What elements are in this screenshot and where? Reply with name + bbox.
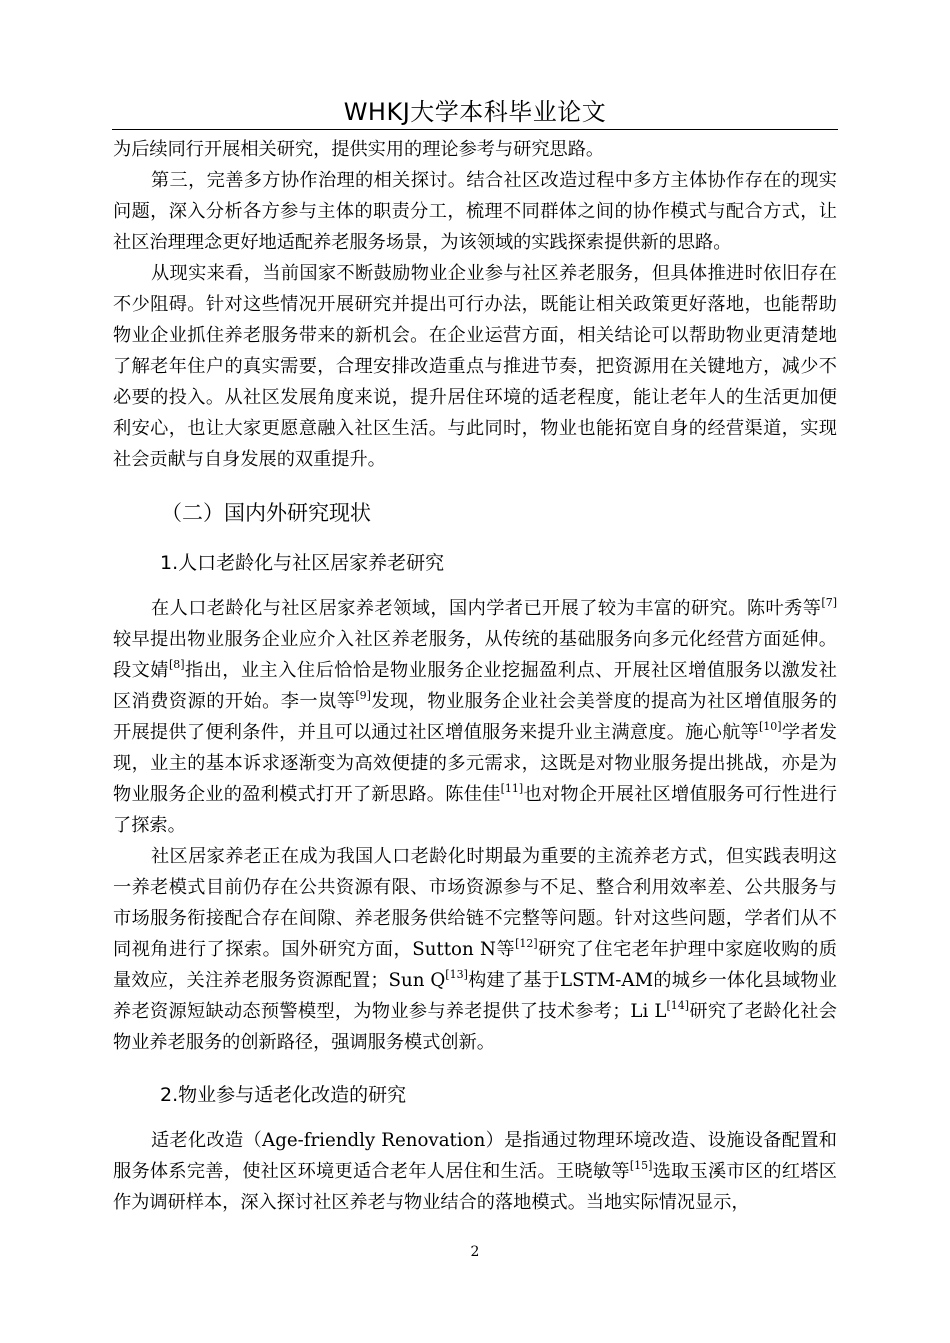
text-block-intro [113, 134, 837, 475]
paragraph-continuation: 为后续同行开展相关研究，提供实用的理论参考与研究思路。 [113, 139, 605, 160]
text-span: 也对物企开展社区增值服务可行性进行了探索。 [113, 784, 837, 836]
paragraph-home-care [113, 841, 837, 1058]
citation-ref-11: [11] [500, 782, 524, 795]
subsection-heading-aging: 1.人口老龄化与社区居家养老研究 [160, 552, 445, 574]
page-header-title: WHKJ大学本科毕业论文 [343, 98, 607, 126]
text-span: 学者发现，业主的基本诉求逐渐变为高效便捷的多元需求，这既是对物业服务提出挑战，亦是为物业服务企业的盈利模式打开了新思路。陈佳佳 [113, 722, 837, 805]
text-span: 指出，业主入住后恰恰是物业服务企业挖掘盈利点、开展社区增值服务以激发社区消费资源的开始。李一岚等 [113, 660, 837, 712]
paragraph-third-point: 第三，完善多方协作治理的相关探讨。结合社区改造过程中多方主体协作存在的现实问题，深入分析各方参与主体的职责分工，梳理不同群体之间的协作模式与配合方式，让社区治理理念更好地适配养老服务场景，为该领域的实践探索提供新的思路。 [113, 170, 837, 253]
text-span: 社区居家养老正在成为我国人口老龄化时期最为重要的主流养老方式，但实践表明这一养老模式目前仍存在公共资源有限、市场资源参与不足、整合利用效率差、公共服务与市场服务衔接配合存在间隙、养老服务供给链不完整等问题。针对这些问题，学者们从不同视角进行了探索。国外研究方面，Sutton N等 [113, 846, 837, 960]
text-span: 适老化改造（Age-friendly Renovation）是指通过物理环境改造、设施设备配置和服务体系完善，使社区环境更适合老年人居住和生活。王晓敏等 [113, 1130, 837, 1182]
text-span: 较早提出物业服务企业应介入社区养老服务，从传统的基础服务向多元化经营方面延伸。段文婧 [113, 629, 837, 681]
citation-ref-8: [8] [168, 658, 185, 671]
citation-ref-12: [12] [515, 937, 538, 950]
citation-ref-15: [15] [629, 1159, 653, 1172]
subsection-heading-renovation: 2.物业参与适老化改造的研究 [160, 1084, 407, 1106]
page-number: 2 [470, 1244, 480, 1260]
citation-ref-10: [10] [759, 720, 782, 733]
text-block-aging [113, 593, 837, 1058]
header-divider [112, 129, 838, 130]
text-span: 构建了基于LSTM-AM的城乡一体化县域物业养老资源短缺动态预警模型，为物业参与养老提供了技术参考；Li L [113, 970, 837, 1022]
section-heading-research-status: （二）国内外研究现状 [161, 501, 371, 525]
text-span: 选取玉溪市区的红塔区作为调研样本，深入探讨社区养老与物业结合的落地模式。当地实际情况显示， [113, 1161, 837, 1213]
citation-ref-9: [9] [355, 689, 371, 702]
paragraph-domestic-research [113, 593, 837, 841]
text-span: 发现，物业服务企业社会美誉度的提高为社区增值服务的开展提供了便利条件，并且可以通过社区增值服务来提升业主满意度。施心航等 [113, 691, 837, 743]
citation-ref-14: [14] [666, 999, 690, 1012]
paragraph-age-friendly-renovation [113, 1125, 837, 1218]
text-block-renovation [113, 1125, 837, 1218]
citation-ref-13: [13] [445, 968, 468, 981]
text-span: 研究了住宅老年护理中家庭收购的质量效应，关注养老服务资源配置；Sun Q [113, 939, 837, 991]
text-span: 在人口老龄化与社区居家养老领域，国内学者已开展了较为丰富的研究。陈叶秀等 [151, 598, 822, 619]
paragraph-practical-significance: 从现实来看，当前国家不断鼓励物业企业参与社区养老服务，但具体推进时依旧存在不少阻碍。针对这些情况开展研究并提出可行办法，既能让相关政策更好落地，也能帮助物业企业抓住养老服务带来的新机会。在企业运营方面，相关结论可以帮助物业更清楚地了解老年住户的真实需要，合理安排改造重点与推进节奏，把资源用在关键地方，减少不必要的投入。从社区发展角度来说，提升居住环境的适老程度，能让老年人的生活更加便利安心，也让大家更愿意融入社区生活。与此同时，物业也能拓宽自身的经营渠道，实现社会贡献与自身发展的双重提升。 [113, 263, 837, 470]
citation-ref-7: [7] [821, 596, 837, 609]
text-span: 研究了老龄化社会物业养老服务的创新路径，强调服务模式创新。 [113, 1001, 837, 1053]
